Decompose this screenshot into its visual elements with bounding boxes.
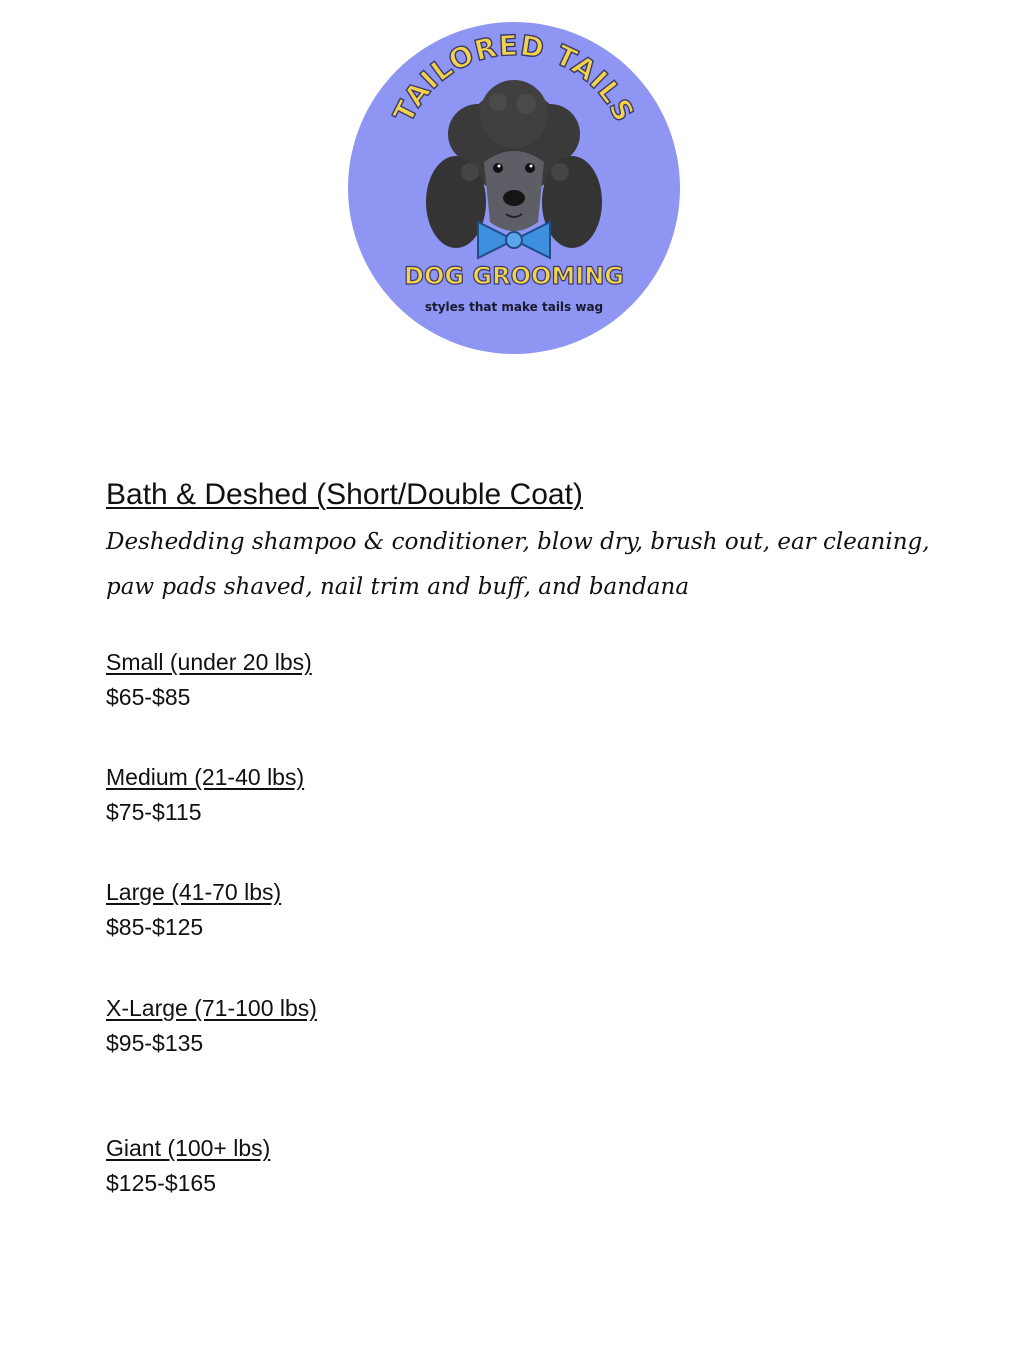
tier-label: Small (under 20 lbs) bbox=[106, 649, 312, 675]
logo-banner-text: DOG GROOMING bbox=[404, 262, 624, 290]
logo-arc-text: TAILORED TAILS bbox=[386, 28, 642, 128]
price-tier-xlarge bbox=[106, 993, 317, 1058]
tier-label: X-Large (71-100 lbs) bbox=[106, 995, 317, 1021]
tier-label: Medium (21-40 lbs) bbox=[106, 764, 305, 790]
logo-tagline: styles that make tails wag bbox=[424, 300, 604, 314]
price-tier-giant bbox=[106, 1133, 270, 1198]
tier-price: $65-$85 bbox=[106, 684, 191, 710]
tier-label: Giant (100+ lbs) bbox=[106, 1135, 271, 1161]
service-description: Deshedding shampoo & conditioner, blow dry, brush out, ear cleaning, paw pads shaved, nail trim and buff, and bandana bbox=[106, 529, 930, 600]
price-tier-large bbox=[106, 877, 281, 942]
tier-price: $125-$165 bbox=[106, 1170, 216, 1196]
price-tier-small bbox=[106, 647, 312, 712]
logo-graphic bbox=[348, 22, 680, 354]
tier-price: $75-$115 bbox=[106, 799, 202, 825]
brand-logo bbox=[348, 22, 680, 354]
tier-label: Large (41-70 lbs) bbox=[106, 879, 282, 905]
tier-price: $95-$135 bbox=[106, 1030, 204, 1056]
service-title: Bath & Deshed (Short/Double Coat) bbox=[106, 478, 583, 511]
price-tier-medium bbox=[106, 762, 304, 827]
tier-price: $85-$125 bbox=[106, 914, 204, 940]
